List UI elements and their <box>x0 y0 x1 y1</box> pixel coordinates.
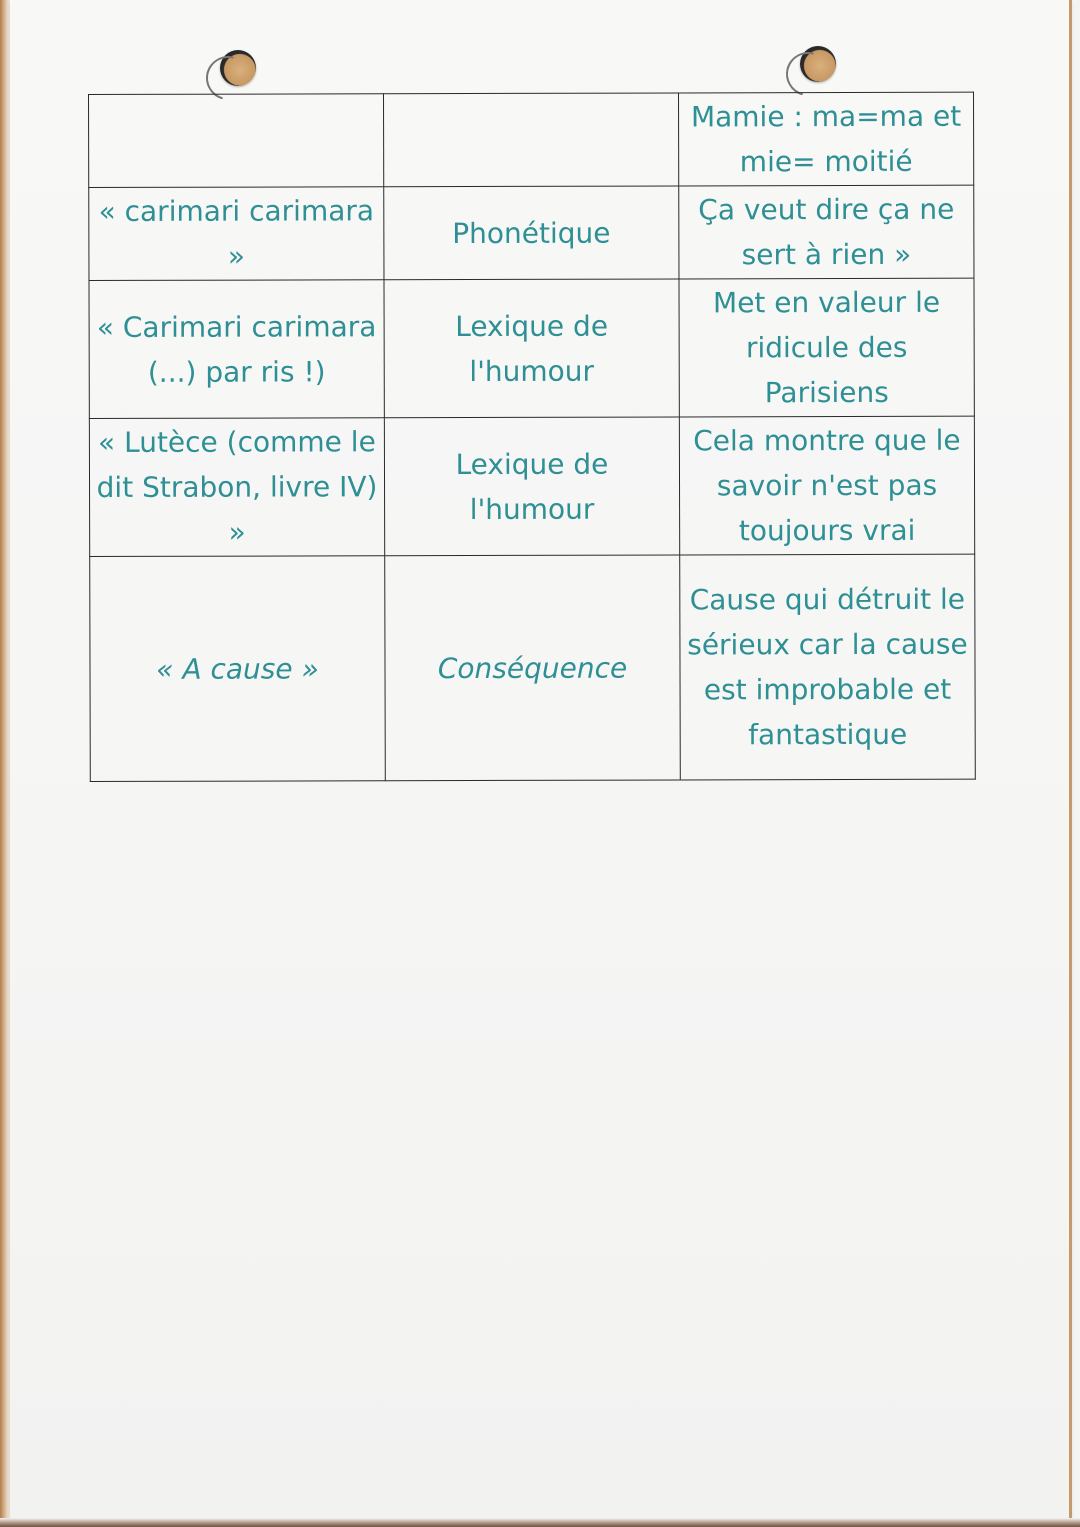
table-row <box>89 185 974 280</box>
table-cell-procede: Lexique de l'humour <box>384 279 679 418</box>
table-cell-procede: Lexique de l'humour <box>384 417 679 556</box>
binder-ring-icon <box>220 50 256 86</box>
table-cell-effet: Cela montre que le savoir n'est pas toujours vrai <box>679 416 974 555</box>
table-cell-effet: Cause qui détruit le sérieux car la cause est improbable et fantastique <box>680 554 976 780</box>
table-cell-effet: Mamie : ma=ma et mie= moitié <box>678 92 973 186</box>
table-cell-quote: « Carimari carimara (...) par ris !) <box>89 280 384 419</box>
binder-ring-icon <box>800 46 836 82</box>
table-cell-procede <box>384 93 679 187</box>
analysis-table <box>88 92 976 782</box>
table-cell-quote: « carimari carimara » <box>89 187 384 281</box>
table-row <box>89 92 974 187</box>
table-cell-effet: Ça veut dire ça ne sert à rien » <box>679 185 974 279</box>
table-row <box>90 554 976 781</box>
table-cell-procede: Phonétique <box>384 186 679 280</box>
table-cell-quote <box>89 94 384 188</box>
desk-edge <box>0 1518 1080 1527</box>
table-cell-procede: Conséquence <box>385 555 681 781</box>
table-row <box>89 416 974 556</box>
table-cell-quote: « Lutèce (comme le dit Strabon, livre IV) » <box>89 418 384 557</box>
table-cell-effet: Met en valeur le ridicule des Parisiens <box>679 278 974 417</box>
table-cell-quote: « A cause » <box>90 556 386 782</box>
table-row <box>89 278 974 418</box>
